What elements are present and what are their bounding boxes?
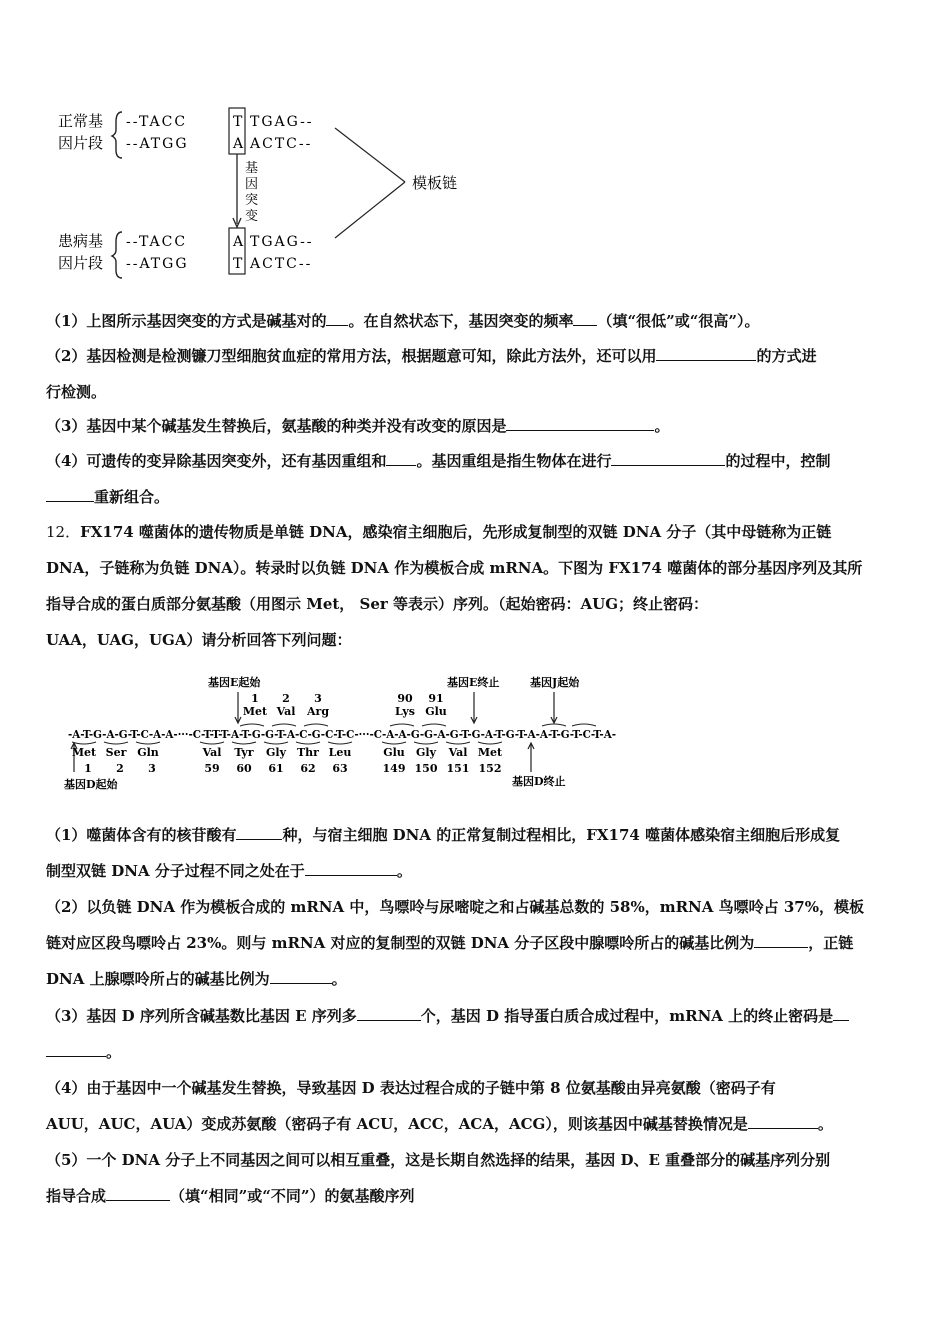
answer-blank[interactable] [46, 1042, 106, 1057]
bottom-number: 63 [332, 762, 348, 775]
dna-sequence: -A-T-G-A-G-T-C-A-A-···-C-T-T-T-A-T-G-G-T-A-C-G-C-T-C-···-C-A-A-G-G-A-G-T-G-A-T-G-T-A-A-T-G-T-C-T-A- [68, 727, 617, 741]
codon-bracket [542, 724, 566, 726]
q12-intro-line3: 指导合成的蛋白质部分氨基酸（用图示 Met， Ser 等表示）序列。（起始密码：AUG；终止密码： [46, 595, 709, 613]
top-amino-acid: Lys [395, 705, 415, 718]
bottom-number: 151 [446, 762, 470, 775]
top-amino-acid: Arg [306, 705, 330, 718]
codon-bracket [272, 724, 296, 726]
top-amino-acid: Glu [425, 705, 447, 718]
top-number: 91 [428, 692, 444, 705]
disease-gene-label-2: 因片段 [58, 254, 104, 272]
mutation-label-char-4: 变 [245, 209, 259, 224]
q11-p3-text-a: （3）基因中某个碱基发生替换后，氨基酸的种类并没有改变的原因是 [46, 417, 507, 435]
q11-p4-text-d: 重新组合。 [94, 488, 170, 506]
answer-blank[interactable] [611, 451, 725, 466]
bottom-amino-acid: Tyr [234, 746, 254, 759]
disease-brace [112, 232, 122, 278]
q11-part4 [46, 443, 908, 515]
normal-bottom-strand-pre: --ATGG [126, 136, 189, 152]
answer-blank[interactable] [46, 487, 94, 502]
codon-bracket [240, 724, 264, 726]
answer-blank[interactable] [270, 969, 332, 984]
q11-part3 [46, 408, 908, 444]
q11-p2-text-a: （2）基因检测是检测镰刀型细胞贫血症的常用方法，根据题意可知，除此方法外，还可以用 [46, 347, 657, 365]
q12-s4-text-c: 。 [817, 1115, 833, 1133]
q12-part5 [46, 1142, 908, 1214]
mutation-label-char-2: 因 [245, 177, 259, 192]
bottom-amino-acid: Thr [297, 746, 319, 759]
disease-gene-label-1: 患病基 [58, 232, 104, 250]
answer-blank[interactable] [386, 451, 416, 466]
q12-part3 [46, 998, 908, 1070]
bottom-amino-acid: Gly [266, 746, 286, 759]
gene-mutation-diagram [50, 100, 490, 290]
normal-top-strand-pre: --TACC [126, 114, 188, 130]
codon-bracket [264, 742, 288, 744]
bottom-amino-acid: Leu [328, 746, 352, 759]
q12-s2-text-c: ，正链 [808, 934, 854, 952]
disease-top-strand-pre: --TACC [126, 234, 188, 250]
bottom-amino-acid: Met [71, 746, 97, 759]
q12-part1 [46, 817, 908, 889]
q12-s1-text-c: 制型双链 DNA 分子过程不同之处在于 [46, 862, 305, 880]
codon-bracket [422, 724, 446, 726]
codon-bracket [446, 742, 470, 744]
q11-p3-text-b: 。 [654, 417, 670, 435]
bottom-amino-acid: Met [477, 746, 503, 759]
normal-bottom-strand-post: ACTC-- [250, 136, 313, 152]
answer-blank[interactable] [236, 825, 282, 840]
q12-part2 [46, 889, 908, 997]
q11-part2 [46, 338, 908, 410]
bottom-amino-acid: Glu [383, 746, 405, 759]
q12-s1-text-a: （1）噬菌体含有的核苷酸有 [46, 826, 237, 844]
q12-s2-text-b: 链对应区段鸟嘌呤占 23%。则与 mRNA 对应的复制型的双链 DNA 分子区段中腺嘌呤所占的碱基比例为 [46, 934, 755, 952]
q11-p1-text-c: （填“很低”或“很高”）。 [597, 312, 760, 330]
q12-s2-text-e: 。 [331, 970, 347, 988]
answer-blank[interactable] [305, 861, 397, 876]
template-line-bottom [335, 182, 405, 238]
codon-bracket [478, 742, 502, 744]
q12-s5-text-a: （5）一个 DNA 分子上不同基因之间可以相互重叠，这是长期自然选择的结果，基因 D、E 重叠部分的碱基序列分别 [46, 1151, 831, 1169]
bottom-number: 62 [300, 762, 316, 775]
template-line-top [335, 128, 405, 182]
q12-s3-text-a: （3）基因 D 序列所含碱基数比基因 E 序列多 [46, 1007, 357, 1025]
normal-top-strand-box: T [233, 114, 245, 130]
codon-bracket [304, 724, 328, 726]
q11-part1 [46, 303, 908, 339]
top-amino-acid: Met [242, 705, 268, 718]
q12-intro-line1: FX174 噬菌体的遗传物质是单链 DNA，感染宿主细胞后，先形成复制型的双链 DNA 分子（其中母链称为正链 [80, 523, 832, 541]
codon-bracket [72, 742, 96, 744]
answer-blank[interactable] [754, 933, 808, 948]
codon-bracket [572, 724, 596, 726]
top-number: 1 [251, 692, 259, 705]
answer-blank[interactable] [656, 346, 756, 361]
q12-s5-text-c: （填“相同”或“不同”）的氨基酸序列 [170, 1187, 415, 1205]
answer-blank[interactable] [106, 1186, 170, 1201]
q11-p4-text-c: 的过程中，控制 [725, 452, 831, 470]
bottom-number: 2 [116, 762, 124, 775]
mutation-label-char-3: 突 [245, 193, 259, 208]
q12-intro [46, 514, 908, 658]
normal-brace [112, 112, 122, 158]
codon-bracket [296, 742, 320, 744]
q12-s3-text-b: 个，基因 D 指导蛋白质合成过程中，mRNA 上的终止密码是 [420, 1007, 834, 1025]
bottom-number: 60 [236, 762, 252, 775]
q12-part4 [46, 1070, 908, 1142]
bottom-amino-acid: Val [202, 746, 222, 759]
gene-j-start-label: 基因J起始 [530, 676, 580, 689]
gene-d-start-label: 基因D起始 [64, 778, 118, 791]
codon-bracket [390, 724, 414, 726]
codon-bracket [328, 742, 352, 744]
top-amino-acid: Val [276, 705, 296, 718]
answer-blank[interactable] [833, 1006, 849, 1021]
bottom-number: 61 [268, 762, 284, 775]
gene-e-stop-label: 基因E终止 [447, 676, 500, 689]
bottom-number: 152 [478, 762, 502, 775]
q11-p1-text-b: 。在自然状态下，基因突变的频率 [348, 312, 574, 330]
normal-bottom-strand-box: A [233, 136, 246, 152]
top-number: 3 [314, 692, 322, 705]
codon-bracket [382, 742, 406, 744]
disease-top-strand-post: TGAG-- [250, 234, 314, 250]
answer-blank[interactable] [573, 311, 597, 326]
codon-bracket [104, 742, 128, 744]
disease-bottom-strand-box: T [233, 256, 245, 272]
q12-s5-text-b: 指导合成 [46, 1187, 107, 1205]
phage-gene-sequence-figure [60, 672, 630, 797]
gene-mutation-figure [50, 100, 490, 290]
bottom-number: 1 [84, 762, 92, 775]
q12-s4-text-b: AUU，AUC，AUA）变成苏氨酸（密码子有 ACU，ACC，ACA，ACG），则该基因中碱基替换情况是 [46, 1115, 748, 1133]
q12-intro-line4: UAA，UAG，UGA）请分析回答下列问题： [46, 631, 352, 649]
template-strand-label: 模板链 [412, 174, 458, 192]
bottom-number: 149 [382, 762, 406, 775]
answer-blank[interactable] [506, 416, 654, 431]
disease-bottom-strand-post: ACTC-- [250, 256, 313, 272]
top-number: 2 [282, 692, 290, 705]
q12-s1-text-b: 种，与宿主细胞 DNA 的正常复制过程相比，FX174 噬菌体感染宿主细胞后形成复 [282, 826, 841, 844]
phage-gene-sequence-diagram [60, 672, 630, 797]
answer-blank[interactable] [748, 1114, 818, 1129]
bottom-amino-acid: Ser [105, 746, 127, 759]
answer-blank[interactable] [357, 1006, 421, 1021]
codon-bracket [200, 742, 224, 744]
q11-p1-text-a: （1）上图所示基因突变的方式是碱基对的 [46, 312, 327, 330]
bottom-amino-acid: Gly [416, 746, 436, 759]
q11-p2-text-b: 的方式进 [756, 347, 817, 365]
mutation-label-char-1: 基 [245, 161, 259, 176]
bottom-amino-acid: Val [448, 746, 468, 759]
answer-blank[interactable] [326, 311, 348, 326]
disease-top-strand-box: A [233, 234, 246, 250]
q11-p4-text-a: （4）可遗传的变异除基因突变外，还有基因重组和 [46, 452, 387, 470]
codon-bracket [136, 742, 160, 744]
q12-number: 12． [46, 523, 81, 541]
q11-p2-text-c: 行检测。 [46, 383, 107, 401]
q11-p4-text-b: 。基因重组是指生物体在进行 [416, 452, 612, 470]
bottom-number: 150 [414, 762, 438, 775]
bottom-number: 59 [204, 762, 220, 775]
normal-top-strand-post: TGAG-- [250, 114, 314, 130]
q12-s2-text-d: DNA 上腺嘌呤所占的碱基比例为 [46, 970, 270, 988]
bottom-number: 3 [148, 762, 156, 775]
q12-s2-text-a: （2）以负链 DNA 作为模板合成的 mRNA 中，鸟嘌呤与尿嘧啶之和占碱基总数的 58%，mRNA 鸟嘌呤占 37%，模板 [46, 898, 864, 916]
codon-bracket [414, 742, 438, 744]
gene-d-stop-label: 基因D终止 [512, 775, 566, 788]
bottom-amino-acid: Gln [137, 746, 159, 759]
gene-e-start-label: 基因E起始 [208, 676, 261, 689]
codon-bracket [232, 742, 256, 744]
q12-intro-line2: DNA，子链称为负链 DNA）。转录时以负链 DNA 作为模板合成 mRNA。下图为 FX174 噬菌体的部分基因序列及其所 [46, 559, 863, 577]
disease-bottom-strand-pre: --ATGG [126, 256, 189, 272]
top-number: 90 [397, 692, 413, 705]
q12-s4-text-a: （4）由于基因中一个碱基发生替换，导致基因 D 表达过程合成的子链中第 8 位氨基酸由异亮氨酸（密码子有 [46, 1079, 776, 1097]
normal-gene-label-2: 因片段 [58, 134, 104, 152]
q12-s3-text-c: 。 [106, 1043, 122, 1061]
q12-s1-text-d: 。 [396, 862, 412, 880]
normal-gene-label-1: 正常基 [58, 112, 104, 130]
